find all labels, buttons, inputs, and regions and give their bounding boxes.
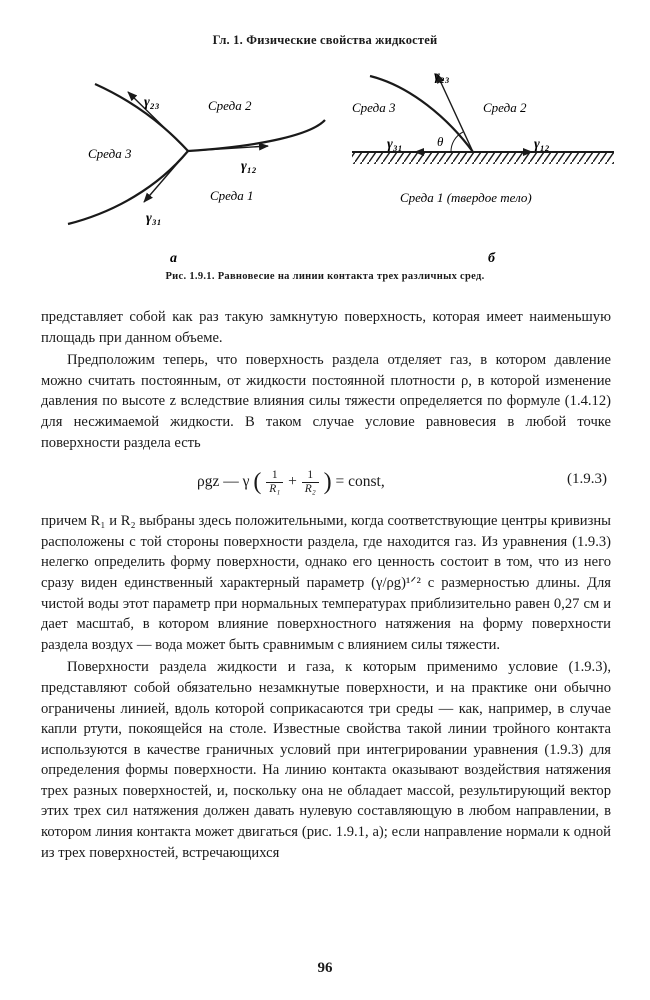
panel-label-a: a <box>170 251 177 266</box>
panel-a <box>68 84 325 266</box>
label-medium-2-b: Среда 2 <box>483 100 527 115</box>
equation-number: (1.9.3) <box>567 471 607 488</box>
contact-angle-arc <box>451 132 463 152</box>
paragraph-4: Поверхности раздела жидкости и газа, к которым применимо условие (1.9.3), представляют собой обязательно незамкнутые поверхности, и на практике они обычно ограничены линией, вдоль которой соприкасаются три среды — как, например, в случае капли ртути, покоящейся на столе. Известные свойства такой линии тройного контакта используются в качестве граничных условий при интегрировании уравнения (1.9.3) для определения формы поверхности. На линию контакта оказывают воздействия натяжения трех разных поверхностей, и, поскольку она не обладает массой, результирующий вектор этих трех сил натяжения должен давать нулевую составляющую в любом направлении, в котором линия контакта может двигаться (рис. 1.9.1, а); если направление нормали к одной из трех поверхностей, встречающихся <box>41 659 611 861</box>
figure-caption: Рис. 1.9.1. Равновесие на линии контакта трех различных сред. <box>165 271 485 282</box>
fraction-denominator-r2: R₂ <box>304 483 316 496</box>
running-header: Гл. 1. Физические свойства жидкостей <box>212 33 438 47</box>
label-gamma31-b: γ₃₁ <box>387 137 403 152</box>
fraction-1-over-r1 <box>266 469 283 496</box>
equation-1-9-3 <box>41 455 611 509</box>
label-gamma23-a: γ₂₃ <box>144 95 160 110</box>
panel-label-b: б <box>488 251 495 266</box>
main-text <box>41 307 611 863</box>
panel-b <box>352 69 614 266</box>
solid-hatching <box>352 152 614 164</box>
label-medium-1-b: Среда 1 (твердое тело) <box>400 190 532 205</box>
label-medium-3-b: Среда 3 <box>352 100 396 115</box>
fraction-1-over-r2 <box>302 469 319 496</box>
figure-1-9-1 <box>40 62 620 274</box>
fraction-numerator-1: 1 <box>266 469 283 483</box>
label-theta: θ <box>437 134 444 149</box>
paragraph-1: представляет собой как раз такую замкнутую поверхность, которая имеет наименьшую площадь при данном объеме. <box>41 309 611 346</box>
label-medium-1-a: Среда 1 <box>210 188 254 203</box>
vector-gamma31 <box>144 151 188 202</box>
label-gamma23-b: γ₂₃ <box>434 69 450 84</box>
label-gamma12-b: γ₁₂ <box>534 137 550 152</box>
interface-31 <box>68 151 188 224</box>
equation-close-paren: ) <box>323 469 332 496</box>
paragraph-2: Предположим теперь, что поверхность раздела отделяет газ, в котором давление можно считать постоянным, от жидкости постоянной плотности ρ, в которой изменение давления по высоте z вследствие влияния силы тяжести определяется по формуле (1.4.12) для несжимаемой жидкости. В таком случае условие равновесия в любой точке поверхности раздела есть <box>41 352 611 451</box>
equation-lhs: ρgz — γ <box>197 473 250 491</box>
paragraph-3: причем R₁ и R₂ выбраны здесь положительными, когда соответствующие центры кривизны расположены с той стороны поверхности раздела, где находится газ. Из уравнения (1.9.3) нелегко определить форму поверхности, однако его ценность состоит в том, что из него сразу виден единственный характерный параметр (γ/ρg)¹ᐟ² с размерностью длины. Для чистой воды этот параметр при нормальных температурах приблизительно равен 0,27 см и дает масштаб, в котором влияние поверхностного натяжения на форму поверхности раздела воздух — вода может быть сравнимым с влиянием силы тяжести. <box>41 513 611 653</box>
interface-23-upper <box>95 84 188 151</box>
label-medium-2-a: Среда 2 <box>208 98 252 113</box>
equation-rhs: = const, <box>335 473 385 491</box>
equation-open-paren: ( <box>253 469 262 496</box>
fraction-numerator-2: 1 <box>302 469 319 483</box>
page-number: 96 <box>317 960 333 976</box>
label-gamma12-a: γ₁₂ <box>241 159 257 174</box>
fraction-denominator-r1: R₁ <box>269 483 281 496</box>
equation-expression <box>197 469 385 496</box>
label-medium-3-a: Среда 3 <box>88 146 132 161</box>
label-gamma31-a: γ₃₁ <box>146 211 162 226</box>
figure-drawing <box>40 62 620 274</box>
equation-plus: + <box>288 473 297 491</box>
